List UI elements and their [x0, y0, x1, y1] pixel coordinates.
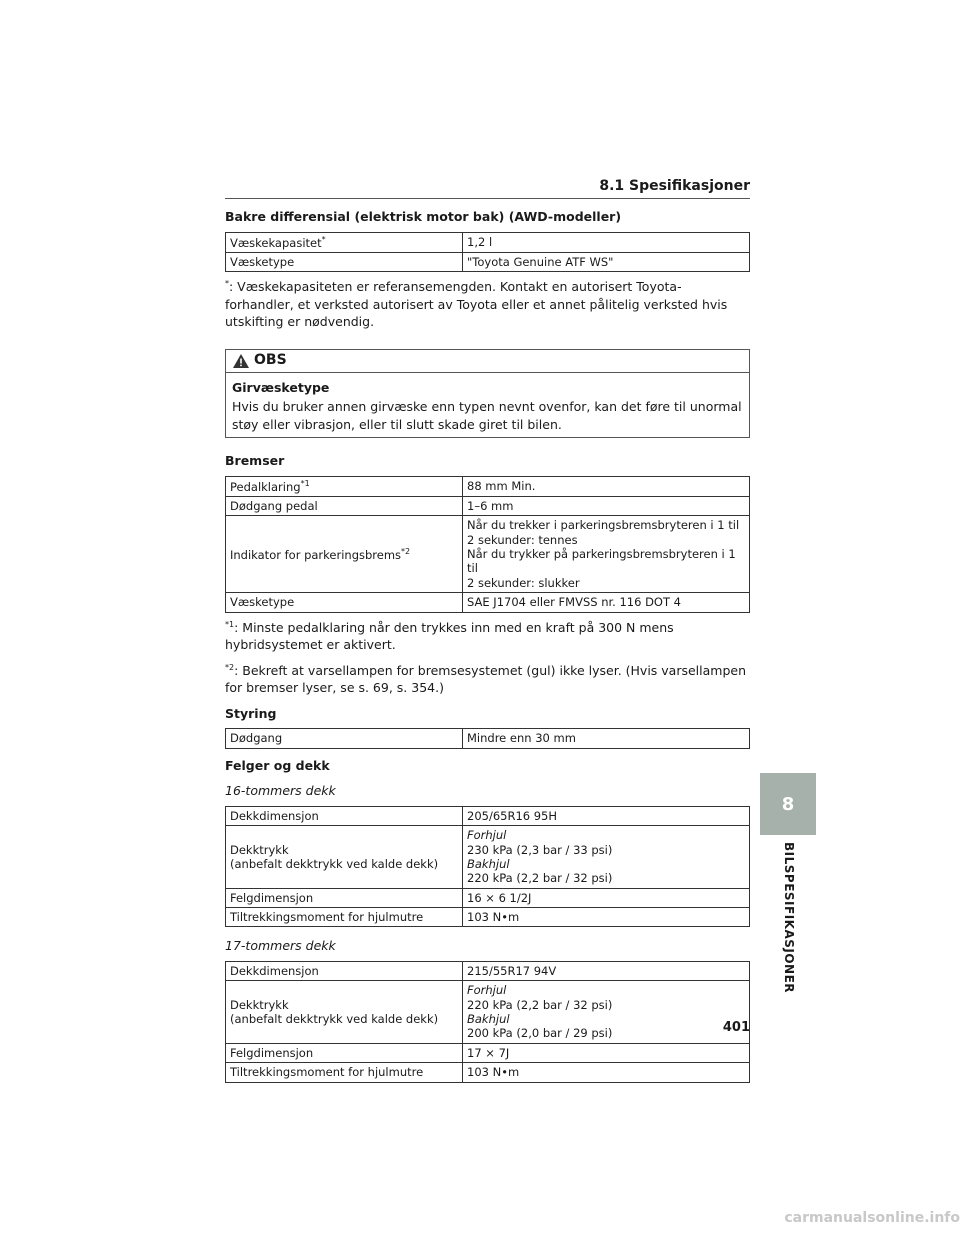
- cell-value: Når du trekker i parkeringsbremsbryteren i 1 til 2 sekunder: tennes Når du trykker på parkeringsbremsbryteren i 1 til 2 sekunder: slukker: [463, 516, 750, 593]
- steering-table: [225, 728, 750, 748]
- brakes-footnote-2: $^{*2}$: Bekreft at varsellampen for bremsesystemet (gul) ikke lyser. (Hvis varsellampen for bremser lyser, se s. 69, s. 354.): [225, 662, 747, 696]
- cell-value: Forhjul 230 kPa (2,3 bar / 33 psi) Bakhjul 220 kPa (2,2 bar / 32 psi): [463, 826, 750, 889]
- cell-value: 88 mm Min.: [463, 476, 750, 496]
- obs-box: [225, 349, 750, 439]
- cell-value: 1–6 mm: [463, 496, 750, 515]
- table-row: [226, 593, 750, 612]
- cell-value: 103 N•m: [463, 1063, 750, 1082]
- cell-label: Dødgang: [226, 729, 463, 748]
- cell-label: Dekkdimensjon: [226, 806, 463, 825]
- table-row: [226, 232, 750, 252]
- cell-label: Væsketype: [226, 252, 463, 271]
- table-row: [226, 496, 750, 515]
- cell-label: Dekktrykk (anbefalt dekktrykk ved kalde dekk): [226, 981, 463, 1044]
- obs-title: Girvæsketype: [232, 379, 330, 395]
- tires-heading: Felger og dekk: [225, 757, 330, 773]
- footnote-mark: *2: [401, 546, 411, 556]
- tires-17-subheading: 17-tommers dekk: [225, 938, 336, 954]
- cell-label: Dekktrykk (anbefalt dekktrykk ved kalde dekk): [226, 826, 463, 889]
- table-row: [226, 908, 750, 927]
- cell-label: Dødgang pedal: [226, 496, 463, 515]
- cell-label: Felgdimensjon: [226, 1043, 463, 1062]
- table-row: [226, 961, 750, 980]
- table-row: [226, 1063, 750, 1082]
- table-row: [226, 1043, 750, 1062]
- footnote-mark: *: [321, 234, 326, 244]
- cell-value: 1,2 l: [463, 232, 750, 252]
- cell-value: Forhjul 220 kPa (2,2 bar / 32 psi) Bakhjul 200 kPa (2,0 bar / 29 psi): [463, 981, 750, 1044]
- brakes-heading: Bremser: [225, 453, 285, 469]
- page-header: 8.1 Spesifikasjoner: [225, 178, 750, 199]
- table-row: [226, 729, 750, 748]
- obs-label: OBS: [254, 351, 287, 368]
- tires-16-table: [225, 806, 750, 928]
- cell-label: Tiltrekkingsmoment for hjulmutre: [226, 908, 463, 927]
- brakes-footnote-1: $^{*1}$: Minste pedalklaring når den trykkes inn med en kraft på 300 N mens hybridsystemet er aktivert.: [225, 619, 674, 653]
- cell-label: Væsketype: [226, 593, 463, 612]
- page-number: 401: [722, 1020, 750, 1035]
- watermark: carmanualsonline.info: [784, 1210, 960, 1226]
- table-row: [226, 252, 750, 271]
- cell-value: SAE J1704 eller FMVSS nr. 116 DOT 4: [463, 593, 750, 612]
- footnote-mark: *1: [300, 478, 310, 488]
- cell-label: Felgdimensjon: [226, 888, 463, 907]
- cell-value: 17 × 7J: [463, 1043, 750, 1062]
- table-row: [226, 516, 750, 593]
- cell-label: Væskekapasitet: [230, 235, 322, 250]
- table-row: [226, 888, 750, 907]
- cell-value: "Toyota Genuine ATF WS": [463, 252, 750, 271]
- cell-label: Dekkdimensjon: [226, 961, 463, 980]
- cell-value: 16 × 6 1/2J: [463, 888, 750, 907]
- tires-17-table: [225, 961, 750, 1083]
- steering-heading: Styring: [225, 705, 277, 721]
- table-row: [226, 806, 750, 825]
- brakes-table: [225, 476, 750, 613]
- rear-diff-heading: Bakre differensial (elektrisk motor bak) (AWD-modeller): [225, 209, 622, 224]
- table-row: [226, 981, 750, 1044]
- tires-16-subheading: 16-tommers dekk: [225, 783, 336, 799]
- warning-icon: [232, 353, 250, 369]
- cell-label: Indikator for parkeringsbrems: [230, 547, 402, 562]
- obs-header: [226, 350, 749, 373]
- obs-text: Hvis du bruker annen girvæske enn typen nevnt ovenfor, kan det føre til unormal støy eller vibrasjon, eller til slutt skade giret til bilen.: [232, 399, 742, 432]
- page-content: [225, 208, 750, 1083]
- cell-value: Mindre enn 30 mm: [463, 729, 750, 748]
- table-row: [226, 826, 750, 889]
- cell-label: Pedalklaring: [230, 479, 301, 494]
- cell-value: 103 N•m: [463, 908, 750, 927]
- cell-value: 205/65R16 95H: [463, 806, 750, 825]
- cell-value: 215/55R17 94V: [463, 961, 750, 980]
- chapter-tab: 8: [760, 773, 816, 835]
- table-row: [226, 476, 750, 496]
- rear-diff-footnote: *: Væskekapasiteten er referansemengden. Kontakt en autorisert Toyota-forhandler, et verksted autorisert av Toyota eller et annet pålitelig verksted hvis utskifting er nødvendig.: [225, 279, 728, 330]
- chapter-side-label: BILSPESIFIKASJONER: [782, 842, 796, 994]
- rear-diff-table: [225, 232, 750, 273]
- cell-label: Tiltrekkingsmoment for hjulmutre: [226, 1063, 463, 1082]
